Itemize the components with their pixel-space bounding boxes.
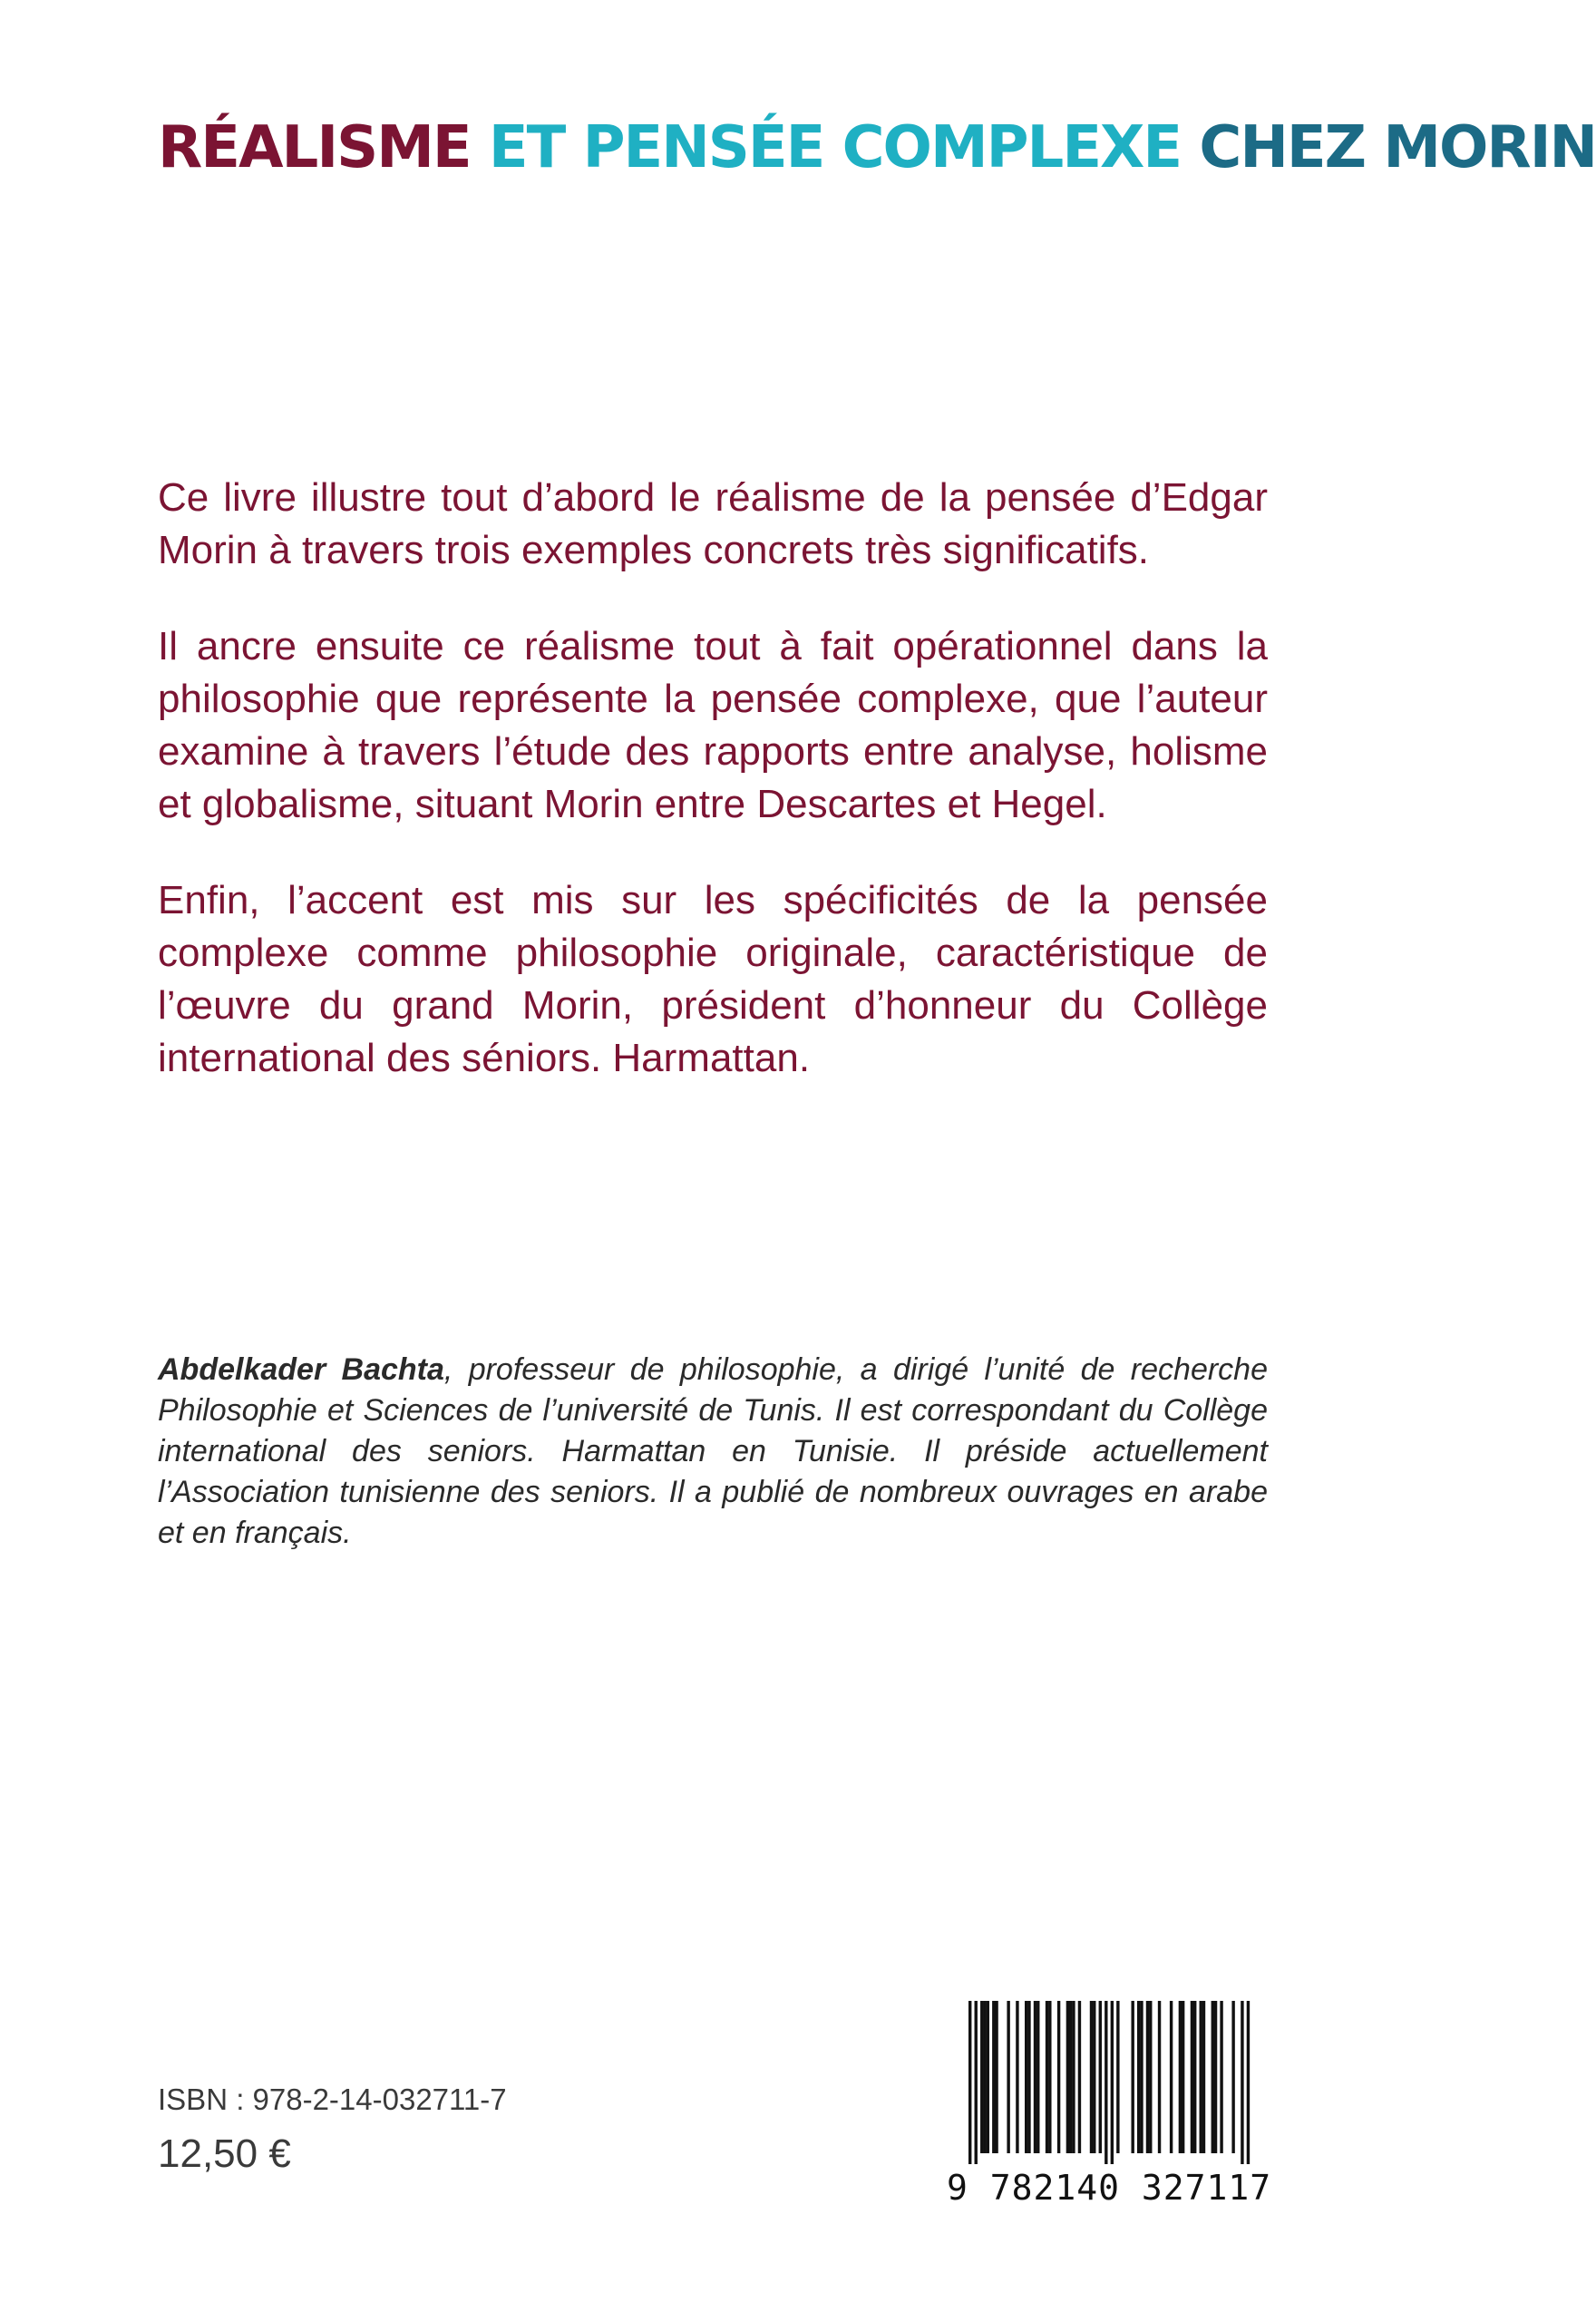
barcode-bar	[1069, 2001, 1072, 2153]
summary-paragraph-3: Enfin, l’accent est mis sur les spécificités de la pensée complexe comme philosophie originale, caractéristique de l’œuvre du grand Morin, président d’honneur du Collège international des séniors. Harmattan.	[158, 878, 1268, 1080]
isbn-label: ISBN : 978-2-14-032711-7	[158, 2083, 507, 2116]
barcode-bar	[1182, 2001, 1184, 2153]
barcode-bar	[1179, 2001, 1182, 2153]
barcode-bar	[992, 2001, 995, 2153]
book-title	[158, 114, 1596, 181]
barcode-bar	[1247, 2001, 1250, 2164]
barcode-bar	[1212, 2001, 1214, 2153]
price-label: 12,50 €	[158, 2131, 291, 2176]
barcode-bar	[1046, 2001, 1048, 2153]
barcode-bar	[1131, 2001, 1134, 2153]
barcode-bar	[1231, 2001, 1234, 2153]
barcode-bar	[1007, 2001, 1009, 2153]
barcode-bar	[1241, 2001, 1243, 2164]
barcode-bar	[1036, 2001, 1039, 2153]
summary-paragraph-1: Ce livre illustre tout d’abord le réalisme de la pensée d’Edgar Morin à travers trois exemples concrets très significatifs.	[158, 475, 1268, 572]
barcode-bar	[1099, 2001, 1102, 2153]
barcode-bar	[1078, 2001, 1081, 2153]
barcode-bar	[1025, 2001, 1027, 2153]
barcode-bar	[1048, 2001, 1051, 2153]
barcode-bar	[1105, 2001, 1107, 2164]
barcode-bar	[1193, 2001, 1196, 2153]
barcode-bar	[1220, 2001, 1222, 2153]
author-bio	[158, 1350, 1268, 1554]
title-part-realisme: RÉALISME	[158, 114, 471, 181]
barcode-bar	[995, 2001, 998, 2153]
barcode-bar	[1170, 2001, 1173, 2153]
author-bio-text: , professeur de philosophie, a dirigé l’unité de recherche Philosophie et Sciences de l’université de Tunis. Il est correspondant du Collège international des seniors. Harmattan en Tunisie. Il préside actuellement l’Association tunisienne des seniors. Il a publié de nombreux ouvrages en arabe et en français.	[158, 1352, 1268, 1550]
barcode-bar	[1149, 2001, 1152, 2153]
title-part-chez-morin: CHEZ MORIN	[1199, 114, 1596, 181]
barcode-icon	[947, 2001, 1271, 2211]
barcode-bar	[1034, 2001, 1036, 2153]
barcode-bar	[1137, 2001, 1140, 2153]
summary-paragraph-2: Il ancre ensuite ce réalisme tout à fait opérationnel dans la philosophie que représente la pensée complexe, que l’auteur examine à travers l’étude des rapports entre analyse, holisme et globalisme, situant Morin entre Descartes et Hegel.	[158, 624, 1268, 826]
author-name: Abdelkader Bachta	[158, 1352, 444, 1387]
book-summary	[158, 472, 1268, 1128]
barcode-bar	[1111, 2001, 1114, 2164]
barcode-bar	[1057, 2001, 1060, 2153]
barcode-bar	[1072, 2001, 1075, 2153]
barcode-bars	[968, 2001, 1250, 2164]
barcode-bar	[1116, 2001, 1119, 2153]
barcode-bar	[980, 2001, 983, 2153]
barcode-bar	[968, 2001, 971, 2164]
barcode-bar	[1158, 2001, 1161, 2153]
barcode-bar	[987, 2001, 989, 2153]
barcode-bar	[1066, 2001, 1069, 2153]
barcode-bar	[1214, 2001, 1217, 2153]
barcode-digits: 9 782140 327117	[947, 2168, 1272, 2208]
barcode-bar	[1090, 2001, 1093, 2153]
barcode-bar	[1016, 2001, 1018, 2153]
barcode-bar	[983, 2001, 986, 2153]
title-part-pensee-complexe: ET PENSÉE COMPLEXE	[488, 114, 1182, 181]
barcode-bar	[975, 2001, 978, 2164]
barcode-bar	[1191, 2001, 1193, 2153]
barcode-bar	[1140, 2001, 1143, 2153]
barcode-bar	[1146, 2001, 1149, 2153]
barcode-bar	[1202, 2001, 1205, 2153]
barcode-bar	[1027, 2001, 1030, 2153]
barcode-bar	[1200, 2001, 1202, 2153]
barcode-bar	[1093, 2001, 1095, 2153]
